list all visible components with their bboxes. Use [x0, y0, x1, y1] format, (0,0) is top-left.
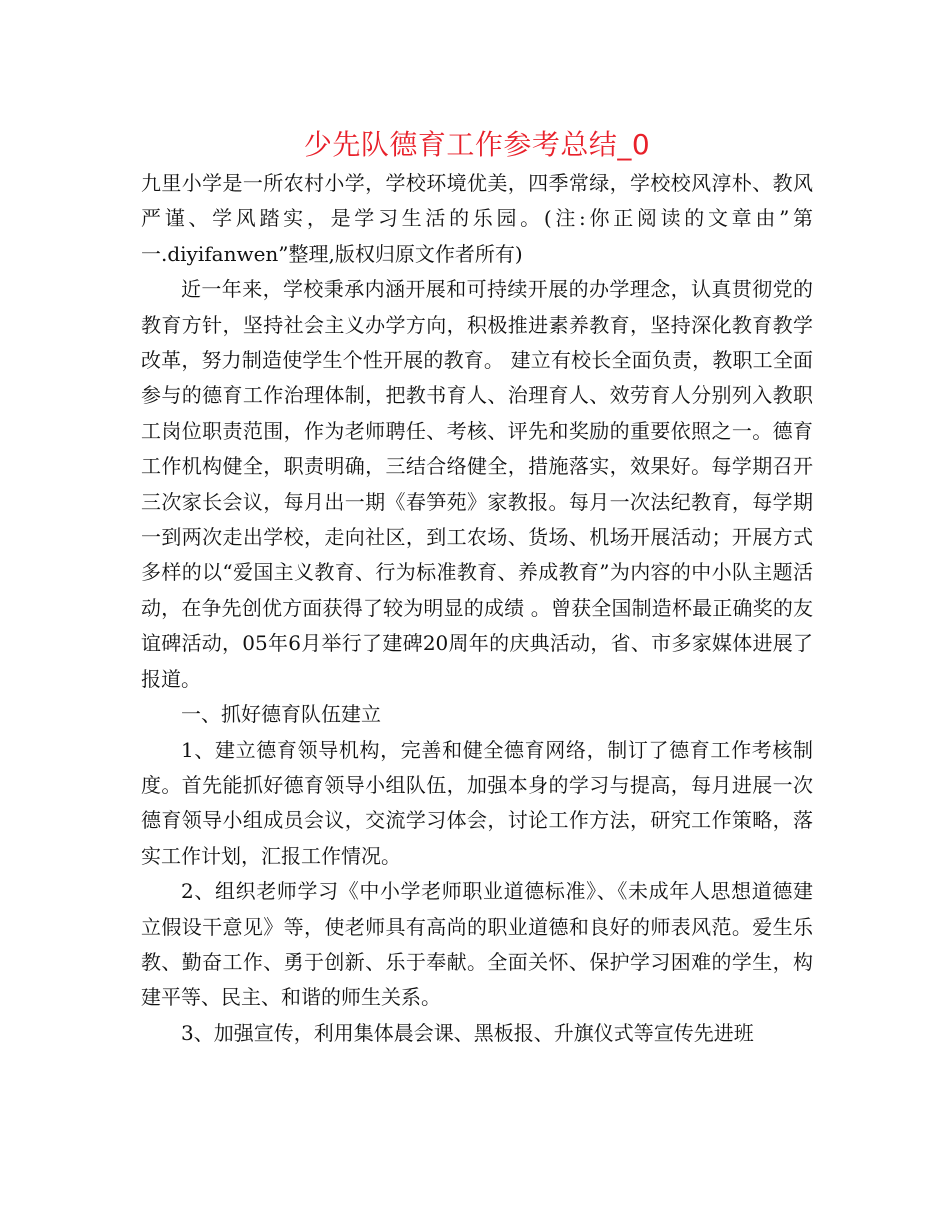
document-title: 少先队德育工作参考总结_0	[303, 128, 651, 161]
paragraph-overview: 近一年来，学校秉承内涵开展和可持续开展的办学理念，认真贯彻党的教育方针，坚持社会主义办学方向，积极推进素养教育，坚持深化教育教学改革，努力制造使学生个性开展的教育。 建立有校长全面负责，教职工全面参与的德育工作治理体制，把教书育人、治理育人、效劳育人分别列入教职工岗位职责范围，作为老师聘任、考核、评先和奖励的重要依照之一。德育工作机构健全，职责明确，三结合络健全，措施落实，效果好。每学期召开三次家长会议，每月出一期《春笋苑》家教报。每月一次法纪教育，每学期一到两次走出学校，走向社区，到工农场、货场、机场开展活动；开展方式多样的以“爱国主义教育、行为标准教育、养成教育”为内容的中小队主题活动，在争先创优方面获得了较为明显的成绩 。曾获全国制造杯最正确奖的友谊碑活动，05年6月举行了建碑20周年的庆典活动，省、市多家媒体进展了报道。	[141, 277, 813, 691]
section-heading-1: 一、抓好德育队伍建立	[181, 702, 381, 727]
paragraph-item-1: 1、建立德育领导机构，完善和健全德育网络，制订了德育工作考核制度。首先能抓好德育领导小组队伍，加强本身的学习与提高，每月进展一次德育领导小组成员会议，交流学习体会，讨论工作方法，研究工作策略，落实工作计划，汇报工作情况。	[141, 737, 813, 868]
paragraph-item-2: 2、组织老师学习《中小学老师职业道德标准》、《未成年人思想道德建立假设干意见》等，使老师具有高尚的职业道德和良好的师表风范。爱生乐教、勤奋工作、勇于创新、乐于奉献。全面关怀、保护学习困难的学生，构建平等、民主、和谐的师生关系。	[141, 879, 813, 1010]
document-body	[141, 166, 813, 1051]
paragraph-item-3: 3、加强宣传，利用集体晨会课、黑板报、升旗仪式等宣传先进班	[181, 1020, 754, 1045]
document-page	[141, 0, 813, 1051]
paragraph-intro: 九里小学是一所农村小学，学校环境优美，四季常绿，学校校风淳朴、教风严谨、学风踏实，是学习生活的乐园。(注:你正阅读的文章由”第一.diyifanwen”整理,版权归原文作者所有)	[141, 171, 813, 266]
